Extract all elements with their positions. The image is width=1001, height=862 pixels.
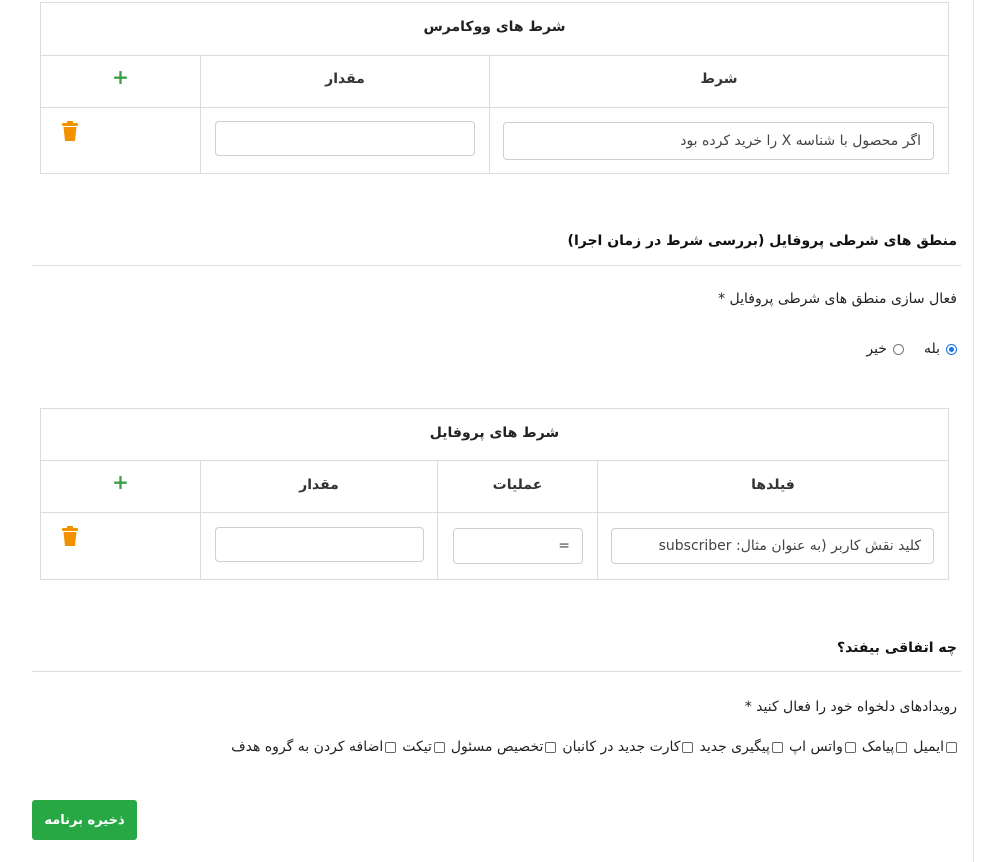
column-header-operation: عملیات: [492, 477, 543, 493]
trash-icon[interactable]: [62, 526, 78, 546]
save-program-button[interactable]: ذخیره برنامه: [32, 800, 137, 840]
divider: [41, 460, 948, 461]
event-option[interactable]: کارت جدید در کانبان: [562, 739, 693, 755]
radio-yes[interactable]: [946, 344, 957, 355]
profile-logic-radio-group: [866, 341, 957, 357]
field-input[interactable]: [611, 528, 934, 564]
events-checkbox-group: [225, 739, 957, 755]
events-label: رویدادهای دلخواه خود را فعال کنید *: [744, 699, 957, 715]
enable-profile-logic-label: فعال سازی منطق های شرطی پروفایل *: [718, 291, 957, 307]
trash-icon[interactable]: [62, 121, 78, 141]
event-option[interactable]: پیامک: [862, 739, 907, 755]
operation-input[interactable]: [453, 528, 583, 564]
section-divider: [32, 265, 961, 266]
checkbox[interactable]: [434, 742, 445, 753]
events-title: چه اتفاقی بیفتد؟: [836, 640, 957, 656]
radio-no[interactable]: [893, 344, 904, 355]
divider: [41, 512, 948, 513]
event-option[interactable]: اضافه کردن به گروه هدف: [231, 739, 396, 755]
event-option[interactable]: ایمیل: [913, 739, 957, 755]
profile-value-input[interactable]: [215, 527, 424, 562]
profile-logic-title: منطق های شرطی پروفایل (بررسی شرط در زمان اجرا): [567, 233, 957, 249]
content-border: [973, 0, 974, 862]
checkbox[interactable]: [772, 742, 783, 753]
checkbox[interactable]: [545, 742, 556, 753]
checkbox[interactable]: [682, 742, 693, 753]
event-option[interactable]: تخصیص مسئول: [451, 739, 557, 755]
section-divider: [32, 671, 961, 672]
woocommerce-conditions-table: [40, 2, 949, 174]
column-header-condition: شرط: [700, 71, 738, 87]
event-option[interactable]: پیگیری جدید: [699, 739, 782, 755]
add-row-icon[interactable]: +: [112, 65, 129, 89]
event-option[interactable]: تیکت: [402, 739, 445, 755]
column-header-value: مقدار: [325, 71, 365, 87]
radio-no-label[interactable]: خیر: [866, 341, 887, 357]
checkbox[interactable]: [845, 742, 856, 753]
checkbox[interactable]: [385, 742, 396, 753]
column-header-value: مقدار: [299, 477, 339, 493]
condition-input[interactable]: [503, 122, 934, 160]
radio-yes-label[interactable]: بله: [923, 341, 940, 357]
condition-value-input[interactable]: [215, 121, 475, 156]
checkbox[interactable]: [946, 742, 957, 753]
column-header-fields: فیلدها: [751, 477, 795, 493]
divider: [41, 107, 948, 108]
profile-table-title: شرط های پروفایل: [429, 425, 560, 441]
add-row-icon[interactable]: +: [112, 470, 129, 494]
divider: [41, 55, 948, 56]
event-option[interactable]: واتس اپ: [789, 739, 856, 755]
woocommerce-table-title: شرط های ووکامرس: [423, 19, 566, 35]
checkbox[interactable]: [896, 742, 907, 753]
profile-conditions-table: [40, 408, 949, 580]
